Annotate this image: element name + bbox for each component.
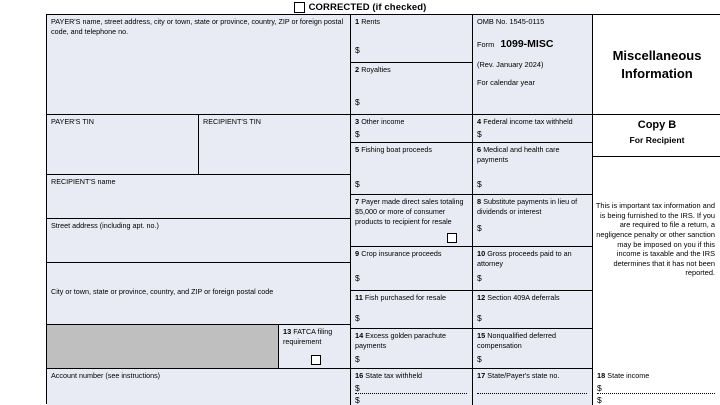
omb-number: OMB No. 1545-0115 <box>477 17 545 26</box>
box-5-label: Fishing boat proceeds <box>361 145 432 154</box>
misc-information-title-cell <box>593 15 720 115</box>
box-11-label: Fish purchased for resale <box>364 293 446 302</box>
box-18-state-income[interactable] <box>593 369 720 405</box>
box-7-number: 7 <box>355 197 360 206</box>
box-18-dollar-sign-2: $ <box>597 395 602 405</box>
box-11-number: 11 <box>355 293 363 302</box>
box-18-label: State income <box>607 371 650 380</box>
box-13-label: FATCA filing requirement <box>283 327 333 346</box>
box-12-dollar-sign: $ <box>477 313 482 323</box>
box-18-divider <box>597 393 715 394</box>
box-17-number: 17 <box>477 371 486 380</box>
box-15-label: Nonqualified deferred compensation <box>477 331 557 350</box>
box-10-label: Gross proceeds paid to an attorney <box>477 249 572 268</box>
box-2-number: 2 <box>355 65 360 74</box>
box-16-label: State tax withheld <box>365 371 423 380</box>
box-15-number: 15 <box>477 331 486 340</box>
box-16-number: 16 <box>355 371 364 380</box>
box-1-number: 1 <box>355 17 360 26</box>
corrected-checkbox[interactable] <box>294 2 305 13</box>
form-body <box>46 14 720 404</box>
box-9-crop-insurance[interactable] <box>351 247 473 291</box>
recipient-street-cell[interactable] <box>47 219 351 263</box>
box-3-dollar-sign: $ <box>355 129 360 139</box>
form-revision: (Rev. January 2024) <box>477 59 544 69</box>
box-13-fatca[interactable] <box>279 325 351 369</box>
box-8-number: 8 <box>477 197 482 206</box>
box-8-label: Substitute payments in lieu of dividends or interest <box>477 197 578 216</box>
box-7-checkbox[interactable] <box>447 233 457 243</box>
recipient-street-label: Street address (including apt. no.) <box>51 221 159 230</box>
box-14-number: 14 <box>355 331 364 340</box>
for-recipient-title: For Recipient <box>629 135 685 146</box>
account-number-cell[interactable] <box>47 369 351 405</box>
copy-b-cell <box>593 115 720 157</box>
box-14-dollar-sign: $ <box>355 354 360 364</box>
box-2-royalties[interactable] <box>351 63 473 115</box>
account-number-label: Account number (see instructions) <box>51 371 161 380</box>
box-12-label: Section 409A deferrals <box>487 293 560 302</box>
box-3-number: 3 <box>355 117 360 126</box>
box-16-dollar-sign-2: $ <box>355 395 360 405</box>
recipient-city-cell[interactable] <box>47 263 351 325</box>
box-10-dollar-sign: $ <box>477 273 482 283</box>
box-6-number: 6 <box>477 145 482 154</box>
payer-tin-cell[interactable] <box>47 115 199 175</box>
box-16-state-tax-withheld[interactable] <box>351 369 473 405</box>
box-10-attorney-proceeds[interactable] <box>473 247 593 291</box>
box-14-golden-parachute[interactable] <box>351 329 473 369</box>
recipient-notice-cell <box>593 157 720 369</box>
box-5-dollar-sign: $ <box>355 179 360 189</box>
recipient-tin-cell[interactable] <box>199 115 351 175</box>
recipient-notice-text: This is important tax information and is being furnished to the IRS. If you are required to file a return, a negligence penalty or other sanction may be imposed on you if this income is taxable and the IRS determines that it has not been reported. <box>595 201 715 278</box>
box-3-label: Other income <box>361 117 405 126</box>
box-1-label: Rents <box>361 17 380 26</box>
corrected-label: CORRECTED (if checked) <box>308 1 427 13</box>
box-10-number: 10 <box>477 249 486 258</box>
box-4-label: Federal income tax withheld <box>483 117 573 126</box>
recipient-name-cell[interactable] <box>47 175 351 219</box>
box-9-label: Crop insurance proceeds <box>361 249 442 258</box>
box-9-dollar-sign: $ <box>355 273 360 283</box>
box-2-dollar-sign: $ <box>355 97 360 107</box>
box-1-dollar-sign: $ <box>355 45 360 55</box>
omb-form-cell <box>473 15 593 115</box>
form-word: Form <box>477 40 495 50</box>
recipient-city-label: City or town, state or province, country, and ZIP or foreign postal code <box>51 287 274 296</box>
recipient-tin-label: RECIPIENT'S TIN <box>203 117 261 126</box>
box-7-direct-sales[interactable] <box>351 195 473 247</box>
box-6-label: Medical and health care payments <box>477 145 560 164</box>
box-6-medical-payments[interactable] <box>473 143 593 195</box>
payer-info-label: PAYER'S name, street address, city or town, state or province, country, ZIP or foreign postal code, and telephone no. <box>51 17 344 36</box>
box-16-divider <box>355 393 467 394</box>
box-5-number: 5 <box>355 145 360 154</box>
box-3-other-income[interactable] <box>351 115 473 143</box>
box-1-rents[interactable] <box>351 15 473 63</box>
box-4-dollar-sign: $ <box>477 129 482 139</box>
box-14-label: Excess golden parachute payments <box>355 331 447 350</box>
box-9-number: 9 <box>355 249 360 258</box>
box-13-number: 13 <box>283 327 292 336</box>
grey-filler-cell <box>47 325 279 369</box>
box-4-number: 4 <box>477 117 482 126</box>
box-7-label: Payer made direct sales totaling $5,000 or more of consumer products to recipient for resale <box>355 197 464 226</box>
box-8-dollar-sign: $ <box>477 223 482 233</box>
box-8-substitute-payments[interactable] <box>473 195 593 247</box>
box-17-state-payer-number[interactable] <box>473 369 593 405</box>
box-11-dollar-sign: $ <box>355 313 360 323</box>
box-6-dollar-sign: $ <box>477 179 482 189</box>
box-11-fish-purchased[interactable] <box>351 291 473 329</box>
form-name: 1099-MISC <box>500 38 554 51</box>
box-16-dollar-sign: $ <box>355 383 360 393</box>
box-2-label: Royalties <box>361 65 391 74</box>
payer-info-cell[interactable] <box>47 15 351 115</box>
box-13-checkbox[interactable] <box>311 355 321 365</box>
box-18-dollar-sign: $ <box>597 383 602 393</box>
box-15-dollar-sign: $ <box>477 354 482 364</box>
box-18-number: 18 <box>597 371 606 380</box>
recipient-name-label: RECIPIENT'S name <box>51 177 116 186</box>
box-5-fishing-boat-proceeds[interactable] <box>351 143 473 195</box>
box-12-section-409a[interactable] <box>473 291 593 329</box>
box-17-divider <box>477 393 587 394</box>
corrected-row <box>0 0 720 14</box>
payer-tin-label: PAYER'S TIN <box>51 117 94 126</box>
box-17-label: State/Payer's state no. <box>487 371 560 380</box>
box-12-number: 12 <box>477 293 486 302</box>
calendar-year-label: For calendar year <box>477 77 535 87</box>
copy-b-title: Copy B <box>637 119 677 131</box>
box-4-federal-tax-withheld[interactable] <box>473 115 593 143</box>
misc-information-title: Miscellaneous Information <box>612 47 702 81</box>
box-15-nonqualified-deferred[interactable] <box>473 329 593 369</box>
